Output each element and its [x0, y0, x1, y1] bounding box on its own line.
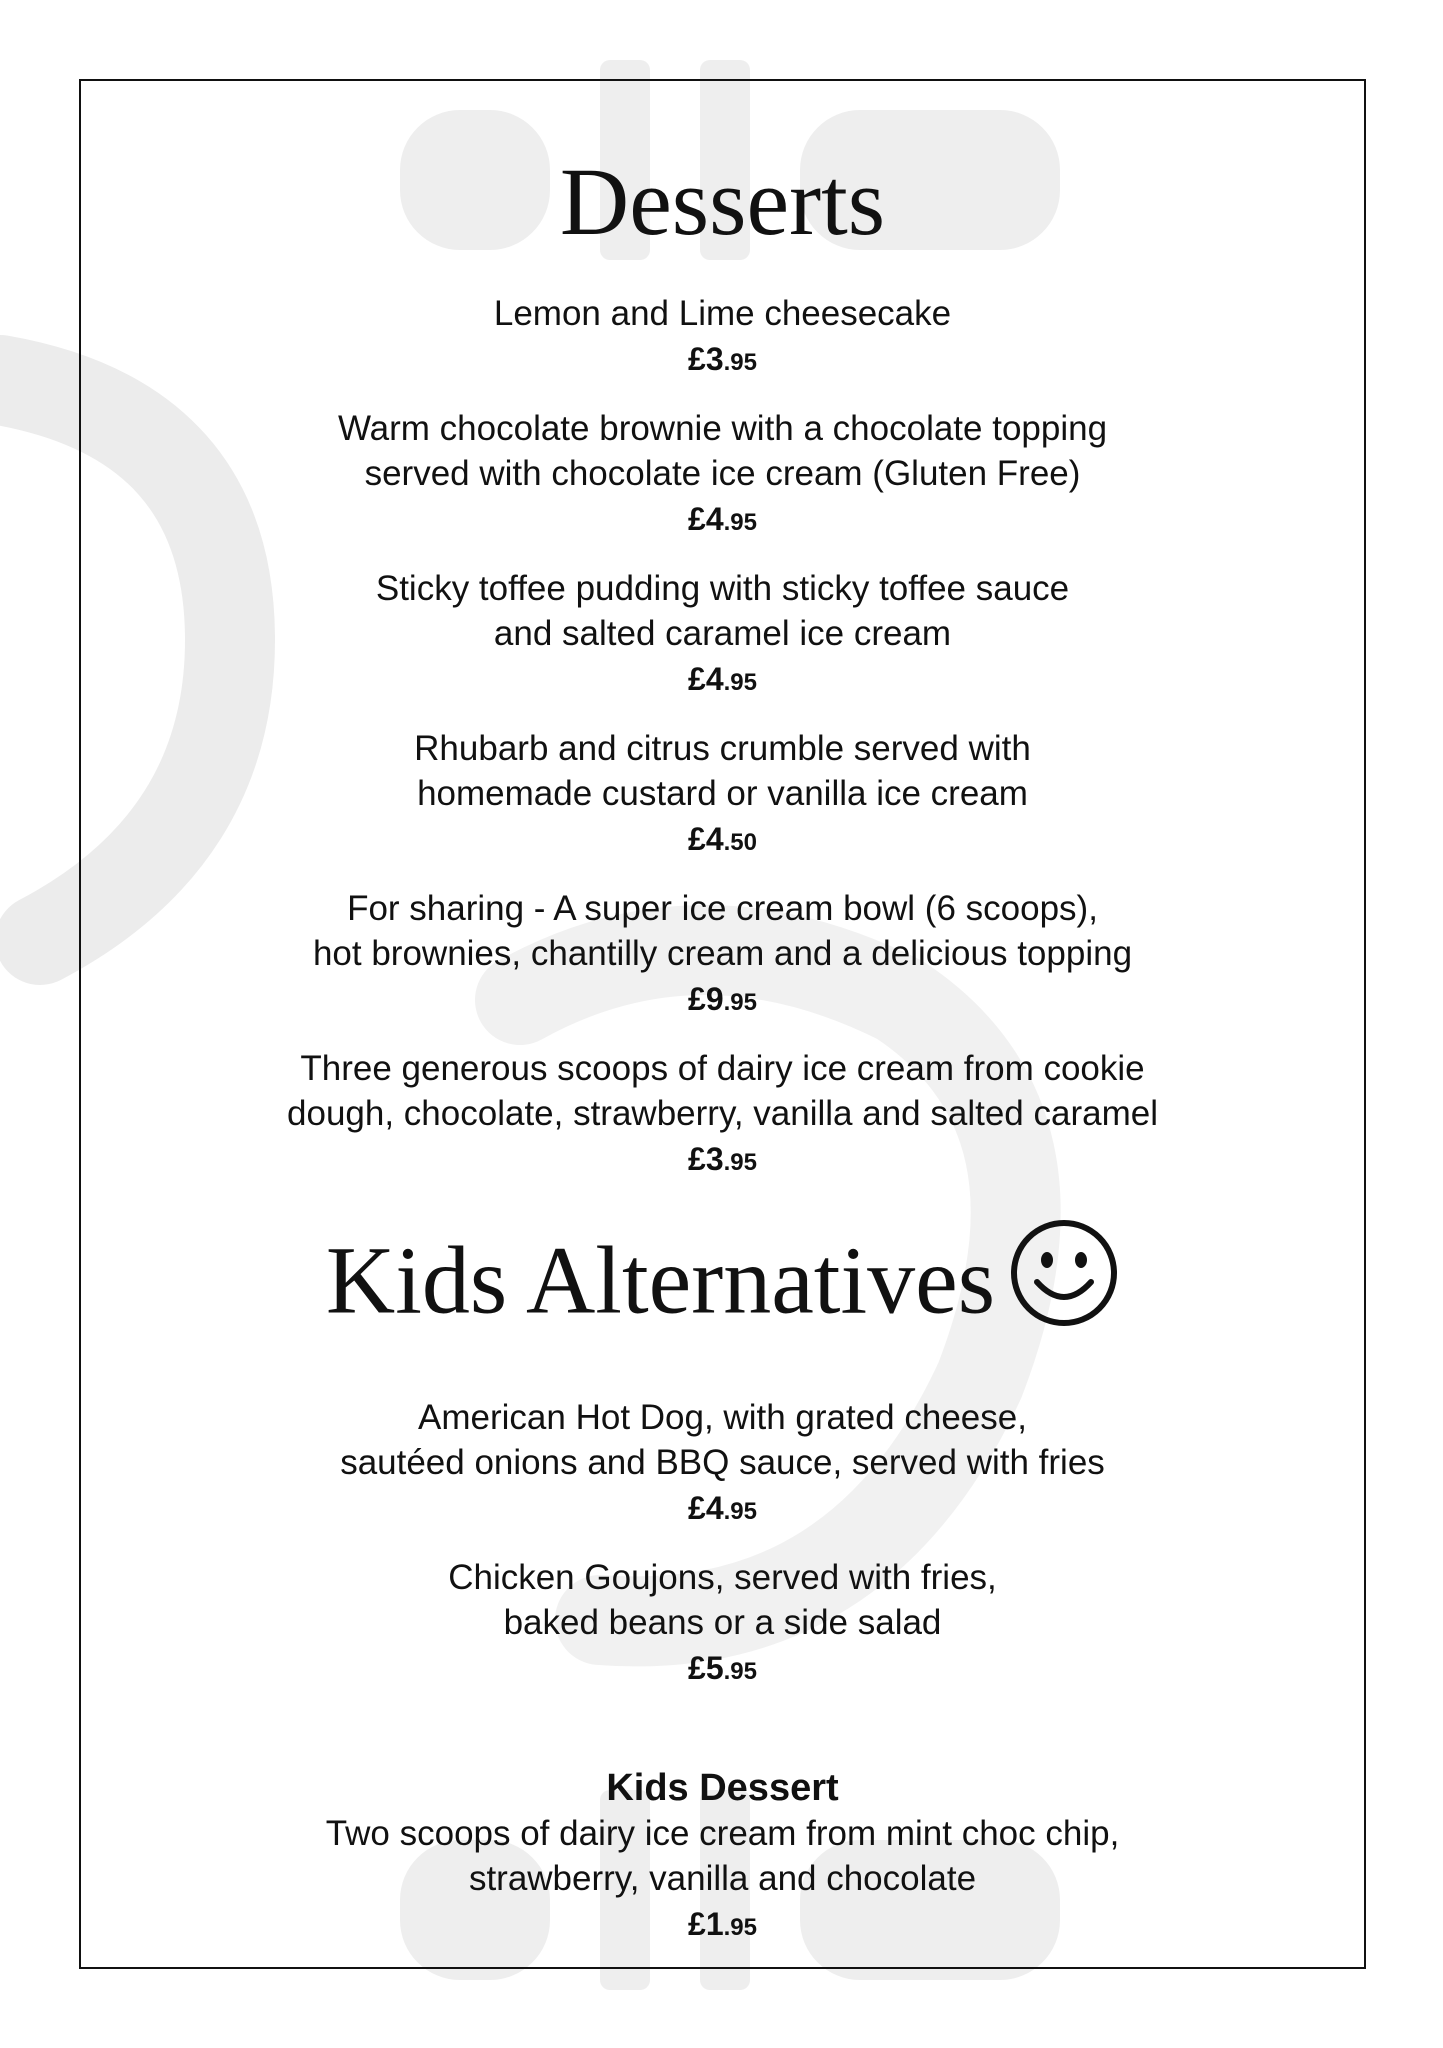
- item-price: £4.95: [688, 501, 757, 537]
- item-description: Lemon and Lime cheesecake: [493, 294, 952, 333]
- item-description: hot brownies, chantilly cream and a delicious topping: [312, 934, 1133, 973]
- item-description: American Hot Dog, with grated cheese,: [418, 1398, 1027, 1437]
- item-description: For sharing - A super ice cream bowl (6 scoops),: [347, 889, 1098, 928]
- item-description: served with chocolate ice cream (Gluten Free): [364, 454, 1081, 493]
- item-description: and salted caramel ice cream: [493, 614, 952, 653]
- item-price: £4.95: [688, 1490, 757, 1526]
- dessert-item: [79, 291, 1366, 386]
- item-price: £3.95: [688, 341, 757, 377]
- kids-list: [79, 1395, 1366, 1695]
- dessert-item: [79, 406, 1366, 546]
- item-description: homemade custard or vanilla ice cream: [417, 774, 1028, 813]
- item-description: Warm chocolate brownie with a chocolate topping: [337, 409, 1108, 448]
- item-description: sautéed onions and BBQ sauce, served with fries: [340, 1443, 1105, 1482]
- kids-dessert-heading: Kids Dessert: [606, 1767, 839, 1809]
- kids-item: [79, 1395, 1366, 1535]
- item-description: dough, chocolate, strawberry, vanilla and salted caramel: [287, 1094, 1158, 1133]
- smiley-face-icon: [1009, 1218, 1119, 1351]
- item-price: £3.95: [688, 1141, 757, 1177]
- dessert-item: [79, 726, 1366, 866]
- item-description: baked beans or a side salad: [503, 1603, 942, 1642]
- desserts-list: [79, 291, 1366, 1186]
- item-description: Two scoops of dairy ice cream from mint choc chip,: [325, 1814, 1120, 1853]
- item-price: £5.95: [688, 1650, 757, 1686]
- item-price: £9.95: [688, 981, 757, 1017]
- item-description: Rhubarb and citrus crumble served with: [414, 729, 1031, 768]
- item-price: £4.50: [688, 821, 757, 857]
- dessert-item: [79, 886, 1366, 1026]
- kids-alternatives-title: Kids Alternatives: [79, 1224, 1366, 1357]
- item-description: Chicken Goujons, served with fries,: [448, 1558, 997, 1597]
- kids-item: [79, 1555, 1366, 1695]
- item-price: £4.95: [688, 661, 757, 697]
- item-description: Sticky toffee pudding with sticky toffee sauce: [375, 569, 1070, 608]
- dessert-item: [79, 566, 1366, 706]
- item-price: £1.95: [688, 1906, 757, 1942]
- menu-content: [79, 79, 1366, 1951]
- item-description: Three generous scoops of dairy ice cream from cookie: [300, 1049, 1145, 1088]
- dessert-item: [79, 1046, 1366, 1186]
- item-description: strawberry, vanilla and chocolate: [468, 1859, 977, 1898]
- desserts-title: Desserts: [559, 148, 886, 255]
- kids-dessert: [79, 1765, 1366, 1951]
